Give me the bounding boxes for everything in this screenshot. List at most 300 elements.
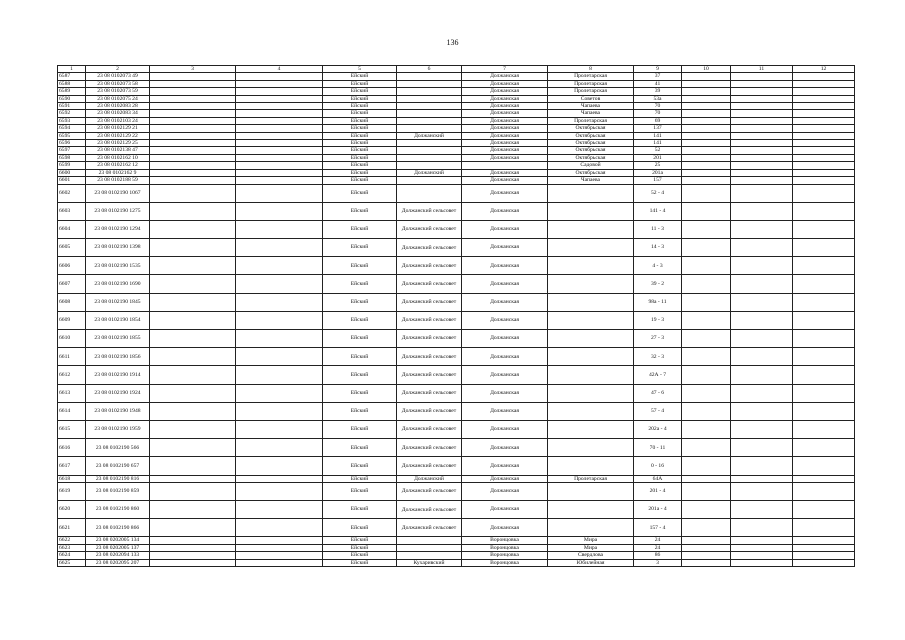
cell-col-8 [548, 293, 634, 311]
cell-col-9: 141 [634, 140, 682, 147]
cell-col-4 [236, 202, 323, 220]
cell-col-5: Ейский [323, 73, 397, 80]
cell-col-1: 6593 [58, 117, 86, 124]
cell-col-11 [731, 384, 793, 402]
cell-col-4 [236, 103, 323, 110]
cell-col-3 [150, 348, 236, 366]
cell-col-1: 6608 [58, 293, 86, 311]
table-row [58, 330, 855, 348]
cell-col-2: 23 08 0102190 1914 [86, 366, 150, 384]
cell-col-2: 23 08 0102162 12 [86, 162, 150, 169]
settlement-label: Должанский сельсовет [401, 390, 457, 397]
cell-col-1: 6614 [58, 402, 86, 420]
settlement-label: Должанский сельсовет [401, 426, 457, 433]
cell-col-8: Октябрьская [548, 140, 634, 147]
cell-col-7: Должанская [462, 103, 548, 110]
cell-col-8 [548, 202, 634, 220]
cell-col-9: 42А - 7 [634, 366, 682, 384]
table-row [58, 537, 855, 544]
cell-col-12 [793, 140, 855, 147]
cell-col-2: 23 08 0102162 10 [86, 154, 150, 161]
cell-col-5: Ейский [323, 177, 397, 184]
settlement-label: Должанский сельсовет [401, 462, 457, 469]
cell-col-11 [731, 330, 793, 348]
cell-col-12 [793, 275, 855, 293]
settlement-label: Должанский сельсовет [401, 317, 457, 324]
cell-col-11 [731, 439, 793, 457]
cell-col-3 [150, 384, 236, 402]
settlement-label: Должанский сельсовет [401, 524, 457, 531]
cell-col-9: 37 [634, 73, 682, 80]
settlement-label: Должанский сельсовет [401, 506, 457, 513]
cell-col-5: Ейский [323, 293, 397, 311]
cell-col-11 [731, 73, 793, 80]
cell-col-3 [150, 117, 236, 124]
cell-col-10 [682, 366, 731, 384]
cell-col-12 [793, 348, 855, 366]
cell-col-3 [150, 420, 236, 438]
cell-col-4 [236, 125, 323, 132]
cell-col-3 [150, 73, 236, 80]
cell-col-3 [150, 88, 236, 95]
cell-col-8 [548, 311, 634, 329]
table-row [58, 125, 855, 132]
cell-col-2: 23 08 0102190 1398 [86, 239, 150, 257]
cell-col-8 [548, 384, 634, 402]
cell-col-7: Должанская [462, 457, 548, 475]
cell-col-5: Ейский [323, 184, 397, 202]
cell-col-11 [731, 544, 793, 551]
cell-col-3 [150, 95, 236, 102]
cell-col-1: 6601 [58, 177, 86, 184]
cell-col-3 [150, 177, 236, 184]
cell-col-8 [548, 457, 634, 475]
cell-col-8: Октябрьская [548, 132, 634, 139]
cell-col-1: 6607 [58, 275, 86, 293]
cell-col-5: Ейский [323, 275, 397, 293]
cell-col-10 [682, 220, 731, 238]
cell-col-5: Ейский [323, 402, 397, 420]
table-row [58, 103, 855, 110]
cell-col-9: 201а - 4 [634, 501, 682, 519]
cell-col-8: Октябрьская [548, 147, 634, 154]
cell-col-5: Ейский [323, 482, 397, 500]
cell-col-12 [793, 482, 855, 500]
cell-col-9: 70 [634, 110, 682, 117]
cell-col-7: Должанская [462, 117, 548, 124]
cell-col-11 [731, 117, 793, 124]
cell-col-8 [548, 239, 634, 257]
table-row [58, 202, 855, 220]
table-row [58, 475, 855, 482]
cell-col-9: 98а - 11 [634, 293, 682, 311]
cell-col-6 [397, 501, 462, 519]
column-header-11: 11 [731, 66, 793, 73]
cell-col-10 [682, 177, 731, 184]
cell-col-8: Садовой [548, 162, 634, 169]
cell-col-10 [682, 103, 731, 110]
cell-col-8: Октябрьская [548, 154, 634, 161]
settlement-label: Должанский сельсовет [401, 262, 457, 269]
cell-col-11 [731, 95, 793, 102]
cell-col-1: 6620 [58, 501, 86, 519]
cell-col-12 [793, 439, 855, 457]
cell-col-10 [682, 519, 731, 537]
cell-col-10 [682, 110, 731, 117]
cell-col-2: 23 08 0102190 1959 [86, 420, 150, 438]
column-header-8: 8 [548, 66, 634, 73]
cell-col-1: 6592 [58, 110, 86, 117]
cell-col-7: Должанская [462, 125, 548, 132]
cell-col-10 [682, 537, 731, 544]
column-header-10: 10 [682, 66, 731, 73]
cell-col-7: Должанская [462, 482, 548, 500]
column-header-9: 9 [634, 66, 682, 73]
cell-col-4 [236, 132, 323, 139]
cell-col-11 [731, 275, 793, 293]
table-row [58, 366, 855, 384]
cell-col-4 [236, 275, 323, 293]
cell-col-7: Должанская [462, 366, 548, 384]
settlement-label: Должанский сельсовет [401, 408, 457, 415]
cell-col-5: Ейский [323, 147, 397, 154]
cell-col-12 [793, 384, 855, 402]
cell-col-5: Ейский [323, 439, 397, 457]
cell-col-11 [731, 103, 793, 110]
cell-col-5: Ейский [323, 162, 397, 169]
cell-col-9: 157 [634, 177, 682, 184]
cell-col-10 [682, 501, 731, 519]
cell-col-8: Октябрьская [548, 169, 634, 176]
cell-col-10 [682, 140, 731, 147]
cell-col-5: Ейский [323, 220, 397, 238]
cell-col-8 [548, 439, 634, 457]
cell-col-10 [682, 311, 731, 329]
cell-col-12 [793, 257, 855, 275]
cell-col-1: 6589 [58, 88, 86, 95]
cell-col-7: Должанская [462, 501, 548, 519]
cell-col-4 [236, 80, 323, 87]
cell-col-6 [397, 132, 462, 139]
cell-col-12 [793, 330, 855, 348]
cell-col-1: 6625 [58, 559, 86, 566]
table-row [58, 439, 855, 457]
cell-col-7: Воронцовка [462, 537, 548, 544]
cell-col-3 [150, 457, 236, 475]
cell-col-2: 23 08 0102190 816 [86, 475, 150, 482]
cell-col-4 [236, 110, 323, 117]
cell-col-8: Мира [548, 544, 634, 551]
cell-col-8: Пролетарская [548, 117, 634, 124]
cell-col-4 [236, 501, 323, 519]
cell-col-12 [793, 501, 855, 519]
cell-col-4 [236, 239, 323, 257]
cell-col-11 [731, 110, 793, 117]
cell-col-6 [397, 184, 462, 202]
cell-col-7: Должанская [462, 110, 548, 117]
cell-col-10 [682, 125, 731, 132]
cell-col-7: Должанская [462, 519, 548, 537]
cell-col-3 [150, 147, 236, 154]
cell-col-11 [731, 147, 793, 154]
settlement-label: Должанский сельсовет [401, 335, 457, 342]
cell-col-6 [397, 439, 462, 457]
column-header-7: 7 [462, 66, 548, 73]
cell-col-12 [793, 293, 855, 311]
cell-col-5: Ейский [323, 132, 397, 139]
cell-col-5: Ейский [323, 239, 397, 257]
cell-col-12 [793, 110, 855, 117]
table-row [58, 402, 855, 420]
cell-col-1: 6606 [58, 257, 86, 275]
cell-col-4 [236, 73, 323, 80]
cell-col-3 [150, 559, 236, 566]
cell-col-5: Ейский [323, 117, 397, 124]
cell-col-1: 6597 [58, 147, 86, 154]
table-row [58, 420, 855, 438]
cell-col-8: Пролетарская [548, 475, 634, 482]
cell-col-9: 141 [634, 132, 682, 139]
cell-col-6 [397, 73, 462, 80]
cell-col-9: 25 [634, 162, 682, 169]
cell-col-1: 6612 [58, 366, 86, 384]
cell-col-11 [731, 202, 793, 220]
settlement-label: Должанский сельсовет [401, 208, 457, 215]
cell-col-4 [236, 519, 323, 537]
cell-col-5: Ейский [323, 348, 397, 366]
cell-col-10 [682, 239, 731, 257]
cell-col-3 [150, 439, 236, 457]
cell-col-5: Ейский [323, 475, 397, 482]
cell-col-11 [731, 88, 793, 95]
cell-col-4 [236, 177, 323, 184]
cell-col-10 [682, 384, 731, 402]
cell-col-7: Должанская [462, 348, 548, 366]
cell-col-9: 3 [634, 559, 682, 566]
table-row [58, 220, 855, 238]
cell-col-6 [397, 537, 462, 544]
table-row [58, 140, 855, 147]
cell-col-7: Воронцовка [462, 552, 548, 559]
cell-col-5: Ейский [323, 519, 397, 537]
cell-col-7: Должанская [462, 202, 548, 220]
cell-col-5: Ейский [323, 552, 397, 559]
cell-col-12 [793, 184, 855, 202]
column-header-4: 4 [236, 66, 323, 73]
cell-col-12 [793, 162, 855, 169]
cell-col-2: 23 08 0102190 1275 [86, 202, 150, 220]
cell-col-6 [397, 348, 462, 366]
table-row [58, 519, 855, 537]
cell-col-9: 202а - 4 [634, 420, 682, 438]
cell-col-1: 6617 [58, 457, 86, 475]
cell-col-9: 57 - 4 [634, 402, 682, 420]
cell-col-11 [731, 154, 793, 161]
cell-col-3 [150, 330, 236, 348]
cell-col-8: Чапаева [548, 110, 634, 117]
cell-col-7: Должанская [462, 147, 548, 154]
cell-col-8 [548, 348, 634, 366]
cell-col-9: 69 [634, 117, 682, 124]
cell-col-4 [236, 220, 323, 238]
cell-col-11 [731, 239, 793, 257]
cell-col-8 [548, 519, 634, 537]
cell-col-11 [731, 475, 793, 482]
cell-col-4 [236, 537, 323, 544]
cell-col-8: Октябрьская [548, 125, 634, 132]
cell-col-6 [397, 457, 462, 475]
cell-col-4 [236, 257, 323, 275]
cell-col-2: 23 08 0102190 657 [86, 457, 150, 475]
cell-col-6 [397, 475, 462, 482]
table-row [58, 169, 855, 176]
cell-col-2: 23 08 0102190 1855 [86, 330, 150, 348]
cell-col-12 [793, 311, 855, 329]
cell-col-12 [793, 544, 855, 551]
cell-col-7: Воронцовка [462, 559, 548, 566]
cell-col-4 [236, 311, 323, 329]
cell-col-2: 23 08 0202095 207 [86, 559, 150, 566]
cell-col-12 [793, 80, 855, 87]
settlement-label: Должанский сельсовет [401, 488, 457, 495]
cell-col-10 [682, 475, 731, 482]
cell-col-4 [236, 457, 323, 475]
cell-col-7 [462, 162, 548, 169]
cell-col-11 [731, 402, 793, 420]
cell-col-2: 23 08 0102103 24 [86, 117, 150, 124]
cell-col-12 [793, 125, 855, 132]
cell-col-5: Ейский [323, 537, 397, 544]
cell-col-9: 70 - 11 [634, 439, 682, 457]
cell-col-3 [150, 169, 236, 176]
cell-col-8 [548, 330, 634, 348]
cell-col-12 [793, 239, 855, 257]
cell-col-9: 4 - 3 [634, 257, 682, 275]
cell-col-2: 23 08 0102190 1845 [86, 293, 150, 311]
cell-col-2: 23 08 0102190 1854 [86, 311, 150, 329]
cell-col-7: Должанская [462, 475, 548, 482]
cell-col-3 [150, 482, 236, 500]
table-row [58, 239, 855, 257]
cell-col-6 [397, 275, 462, 293]
cell-col-2: 23 08 0102073 59 [86, 88, 150, 95]
cell-col-3 [150, 519, 236, 537]
cell-col-10 [682, 420, 731, 438]
cell-col-11 [731, 257, 793, 275]
cell-col-3 [150, 125, 236, 132]
cell-col-4 [236, 559, 323, 566]
cell-col-6 [397, 169, 462, 176]
settlement-label: Должанский [414, 132, 444, 139]
table-row [58, 80, 855, 87]
cell-col-9: 201а [634, 169, 682, 176]
cell-col-10 [682, 482, 731, 500]
cell-col-12 [793, 73, 855, 80]
cell-col-2: 23 08 0102129 22 [86, 132, 150, 139]
cell-col-2: 23 08 0102073 49 [86, 73, 150, 80]
cell-col-5: Ейский [323, 544, 397, 551]
cell-col-12 [793, 559, 855, 566]
cell-col-10 [682, 154, 731, 161]
cell-col-5: Ейский [323, 257, 397, 275]
cell-col-12 [793, 95, 855, 102]
cell-col-1: 6598 [58, 154, 86, 161]
cell-col-12 [793, 132, 855, 139]
cell-col-8: Юбилейная [548, 559, 634, 566]
cell-col-1: 6621 [58, 519, 86, 537]
cell-col-9: 24 [634, 537, 682, 544]
cell-col-5: Ейский [323, 457, 397, 475]
cell-col-8: Свердлова [548, 552, 634, 559]
cell-col-11 [731, 132, 793, 139]
cell-col-8 [548, 420, 634, 438]
cell-col-4 [236, 169, 323, 176]
cell-col-5: Ейский [323, 110, 397, 117]
cell-col-8 [548, 184, 634, 202]
column-header-1: 1 [58, 66, 86, 73]
cell-col-2: 23 08 0102083 34 [86, 110, 150, 117]
cell-col-5: Ейский [323, 559, 397, 566]
cell-col-7: Должанская [462, 184, 548, 202]
cell-col-2: 23 08 0102190 1856 [86, 348, 150, 366]
cell-col-1: 6618 [58, 475, 86, 482]
cell-col-12 [793, 154, 855, 161]
cell-col-11 [731, 559, 793, 566]
column-header-5: 5 [323, 66, 397, 73]
cell-col-8 [548, 366, 634, 384]
cell-col-1: 6605 [58, 239, 86, 257]
table-row [58, 559, 855, 566]
cell-col-10 [682, 348, 731, 366]
cell-col-8: Чапаева [548, 177, 634, 184]
cell-col-1: 6587 [58, 73, 86, 80]
cell-col-9: 86 [634, 552, 682, 559]
cell-col-4 [236, 475, 323, 482]
cell-col-12 [793, 220, 855, 238]
cell-col-6 [397, 552, 462, 559]
address-register-table [57, 65, 855, 567]
cell-col-4 [236, 366, 323, 384]
cell-col-1: 6615 [58, 420, 86, 438]
cell-col-8: Советов [548, 95, 634, 102]
table-row [58, 552, 855, 559]
cell-col-10 [682, 202, 731, 220]
settlement-label: Должанский сельсовет [401, 353, 457, 360]
cell-col-5: Ейский [323, 501, 397, 519]
settlement-label: Должанский сельсовет [401, 226, 457, 233]
settlement-label: Должанский сельсовет [401, 444, 457, 451]
cell-col-5: Ейский [323, 202, 397, 220]
cell-col-10 [682, 544, 731, 551]
cell-col-4 [236, 140, 323, 147]
cell-col-8: Мира [548, 537, 634, 544]
table-body [58, 73, 855, 567]
cell-col-6 [397, 88, 462, 95]
cell-col-1: 6596 [58, 140, 86, 147]
cell-col-10 [682, 132, 731, 139]
cell-col-3 [150, 552, 236, 559]
cell-col-9: 24 [634, 544, 682, 551]
cell-col-12 [793, 169, 855, 176]
cell-col-10 [682, 439, 731, 457]
cell-col-9: 41 [634, 80, 682, 87]
cell-col-2: 23 08 0102190 866 [86, 519, 150, 537]
cell-col-9: 47 - 6 [634, 384, 682, 402]
cell-col-8: Пролетарская [548, 73, 634, 80]
cell-col-3 [150, 140, 236, 147]
cell-col-2: 23 08 0102162 9 [86, 169, 150, 176]
table-row [58, 154, 855, 161]
